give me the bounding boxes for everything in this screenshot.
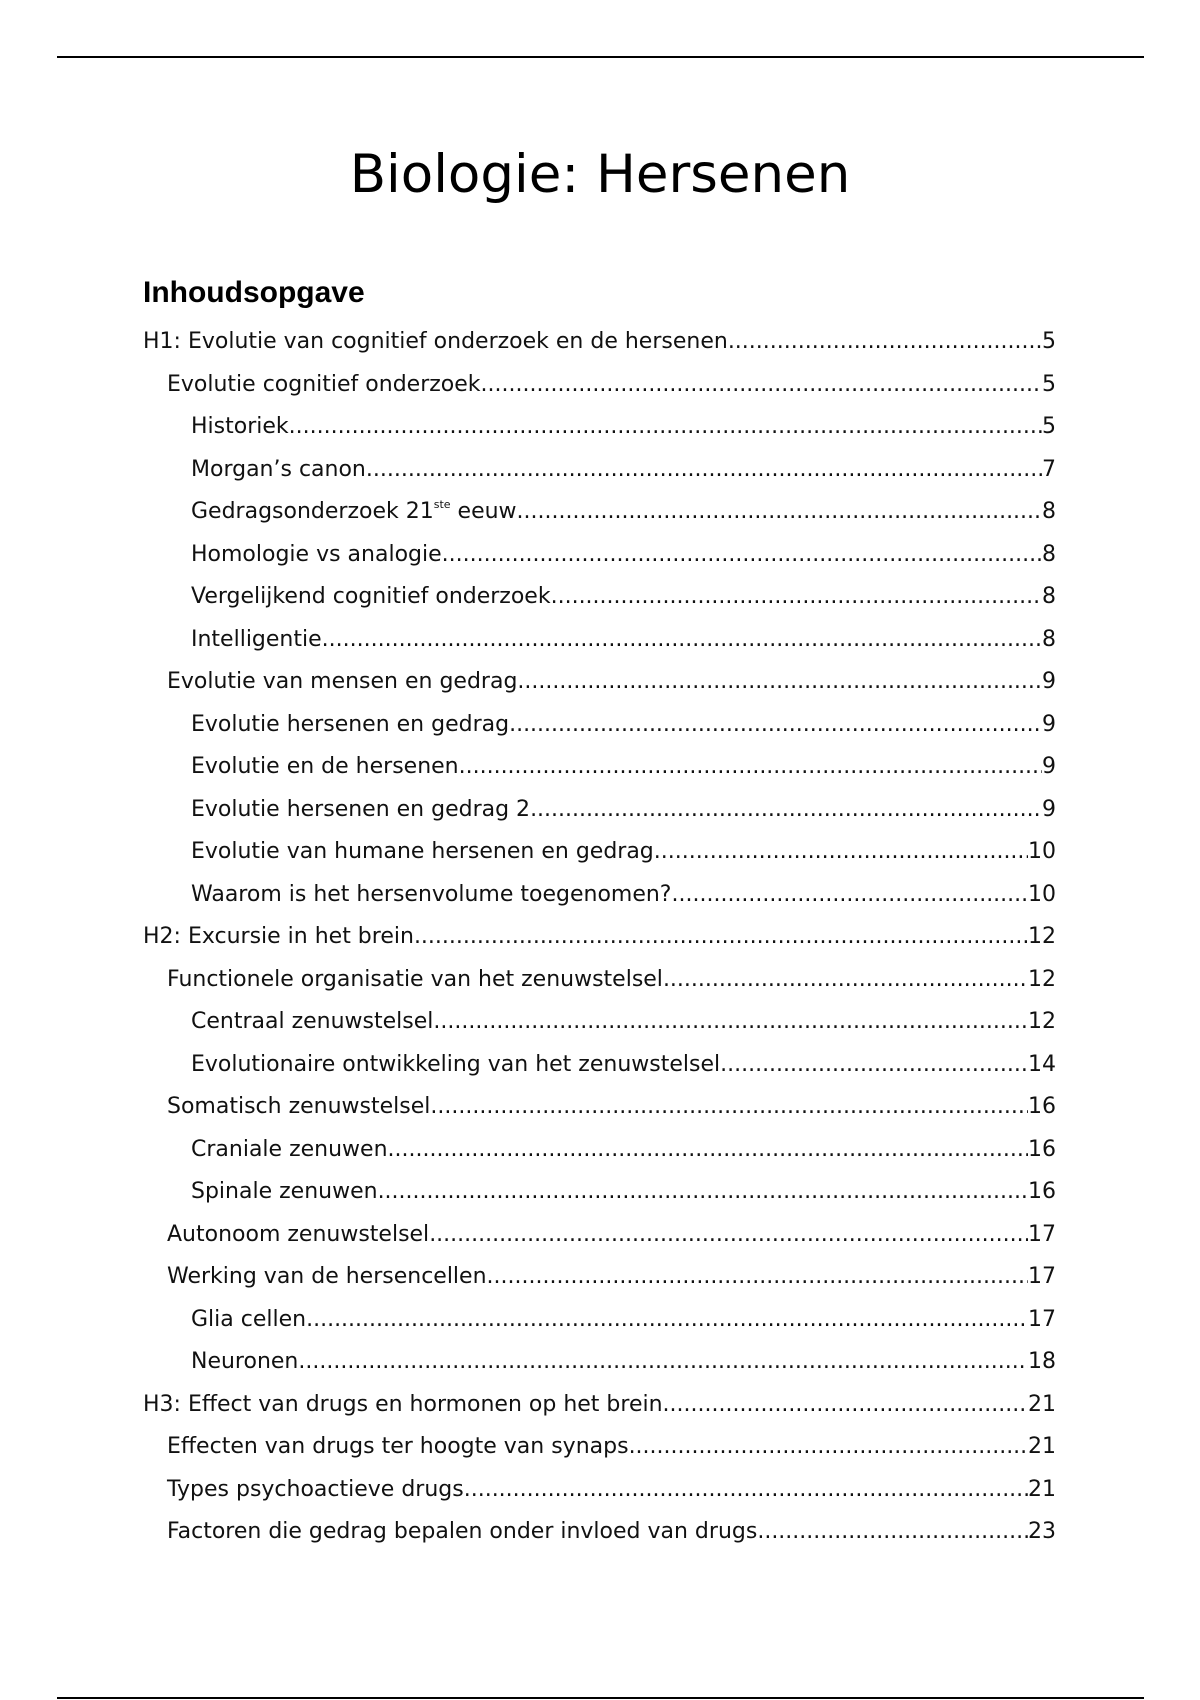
toc-page-number: 10 [1028, 881, 1056, 907]
header-rule [57, 56, 1144, 58]
toc-entry[interactable] [143, 916, 1056, 959]
toc-entry[interactable] [143, 534, 1056, 577]
toc-dot-leader [663, 1384, 1028, 1427]
toc-page-number: 8 [1042, 541, 1056, 567]
toc-entry-title [191, 1299, 306, 1342]
toc-entry-title [191, 1171, 378, 1214]
toc-entry-title [191, 1129, 388, 1172]
toc-entry-title [167, 661, 517, 704]
toc-entry[interactable] [143, 704, 1056, 747]
toc-entry-title [191, 831, 654, 874]
toc-dot-leader [464, 1469, 1028, 1512]
toc-entry-title-text: Waarom is het hersenvolume toegenomen? [191, 881, 672, 907]
toc-entry-title [167, 1511, 757, 1554]
toc-entry[interactable] [143, 1341, 1056, 1384]
toc-entry-title-text: Evolutie van mensen en gedrag [167, 669, 518, 694]
toc-entry-title [167, 364, 481, 407]
toc-page-number: 9 [1042, 669, 1056, 694]
toc-entry[interactable] [143, 1426, 1056, 1469]
toc-entry-title-text: Centraal zenuwstelsel [191, 1009, 434, 1034]
toc-entry[interactable] [143, 449, 1056, 492]
toc-entry[interactable] [143, 1214, 1056, 1257]
toc-page-number: 18 [1028, 1349, 1056, 1374]
toc-entry-title [191, 1341, 298, 1384]
toc-page-number: 21 [1028, 1434, 1056, 1459]
toc-dot-leader [629, 1426, 1028, 1469]
toc-dot-leader [517, 661, 1042, 704]
toc-entry[interactable] [143, 746, 1056, 789]
toc-entry-title [191, 449, 366, 492]
toc-page-number: 9 [1042, 796, 1056, 822]
toc-entry[interactable] [143, 959, 1056, 1002]
toc-entry-title-text: H2: Excursie in het brein [143, 924, 414, 949]
toc-entry-title-text: Evolutionaire ontwikkeling van het zenuwstelsel [191, 1051, 721, 1077]
toc-page-number: 23 [1028, 1519, 1056, 1544]
toc-entry[interactable] [143, 874, 1056, 917]
toc-entry-title-text: Evolutie hersenen en gedrag 2 [191, 796, 531, 822]
toc-dot-leader [517, 491, 1042, 534]
toc-dot-leader [388, 1129, 1028, 1172]
toc-entry-title [167, 1214, 429, 1257]
toc-entry-title-text: H1: Evolutie van cognitief onderzoek en de hersenen [143, 329, 728, 354]
toc-entry[interactable] [143, 364, 1056, 407]
toc-page-number: 9 [1042, 754, 1056, 779]
toc-entry-title-text: Neuronen [191, 1349, 299, 1374]
toc-entry-title-text: Evolutie hersenen en gedrag [191, 711, 510, 737]
toc-page-number: 12 [1028, 966, 1056, 992]
toc-entry[interactable] [143, 1129, 1056, 1172]
toc-entry-title [191, 576, 551, 619]
toc-dot-leader [672, 874, 1029, 917]
toc-entry[interactable] [143, 1384, 1056, 1427]
toc-dot-leader [366, 449, 1042, 492]
toc-dot-leader [298, 1341, 1028, 1384]
toc-entry-title-text: Factoren die gedrag bepalen onder invloed van drugs [167, 1519, 758, 1544]
toc-page-number: 8 [1042, 626, 1056, 652]
toc-entry[interactable] [143, 1001, 1056, 1044]
toc-entry-title [191, 406, 289, 449]
toc-entry-title-text: Evolutie van humane hersenen en gedrag [191, 839, 654, 864]
toc-entry-title-text: Functionele organisatie van het zenuwstelsel [167, 966, 663, 992]
toc-entry-title-text: Intelligentie [191, 626, 322, 652]
toc-entry-title [143, 321, 728, 364]
toc-page-number: 5 [1042, 329, 1056, 354]
toc-entry-title-suffix: eeuw [450, 499, 517, 524]
toc-entry-title-text: Autonoom zenuwstelsel [167, 1221, 430, 1247]
toc-dot-leader [289, 406, 1042, 449]
toc-page-number: 16 [1028, 1179, 1056, 1204]
toc-entry-title-text: H3: Effect van drugs en hormonen op het brein [143, 1391, 663, 1417]
toc-dot-leader [551, 576, 1042, 619]
toc-dot-leader [481, 364, 1042, 407]
toc-dot-leader [378, 1171, 1028, 1214]
toc-dot-leader [530, 789, 1042, 832]
toc-page-number: 17 [1028, 1306, 1056, 1332]
toc-entry-title-text: Evolutie cognitief onderzoek [167, 371, 481, 397]
toc-entry-title-text: Evolutie en de hersenen [191, 754, 459, 779]
document-title: Biologie: Hersenen [349, 144, 851, 205]
toc-entry-title [191, 534, 442, 577]
toc-page-number: 21 [1028, 1476, 1056, 1502]
toc-entry-title [167, 1256, 487, 1299]
toc-page-number: 12 [1028, 1009, 1056, 1034]
toc-page-number: 9 [1042, 711, 1056, 737]
toc-dot-leader [414, 916, 1028, 959]
toc-entry-title-text: Vergelijkend cognitief onderzoek [191, 584, 551, 609]
toc-entry[interactable] [143, 789, 1056, 832]
toc-entry[interactable] [143, 1171, 1056, 1214]
toc-page-number: 10 [1028, 839, 1056, 864]
toc-page-number: 7 [1042, 456, 1056, 482]
toc-entry-title-text: Somatisch zenuwstelsel [167, 1094, 431, 1119]
toc-dot-leader [433, 1001, 1028, 1044]
toc-entry[interactable] [143, 1469, 1056, 1512]
toc-dot-leader [429, 1214, 1028, 1257]
toc-page-number: 16 [1028, 1094, 1056, 1119]
toc-entry-title [191, 1001, 433, 1044]
toc-entry-title-text: Spinale zenuwen [191, 1179, 378, 1204]
toc-dot-leader [654, 831, 1028, 874]
toc-entry-title [167, 959, 663, 1002]
toc-entry-title [167, 1086, 430, 1129]
toc-entry-title-text: Homologie vs analogie [191, 541, 442, 567]
toc-entry[interactable] [143, 619, 1056, 662]
toc-dot-leader [487, 1256, 1028, 1299]
toc-dot-leader [442, 534, 1042, 577]
toc-entry-title-text: Gedragsonderzoek 21 [191, 499, 434, 524]
toc-entry-title-text: Craniale zenuwen [191, 1136, 388, 1162]
footer-rule [57, 1697, 1144, 1699]
toc-entry[interactable] [143, 1299, 1056, 1342]
toc-entry-superscript: ste [433, 498, 451, 511]
toc-page-number: 5 [1042, 414, 1056, 439]
toc-entry[interactable] [143, 321, 1056, 364]
toc-dot-leader [459, 746, 1042, 789]
toc-entry-title-text: Historiek [191, 414, 289, 439]
toc-page-number: 12 [1028, 924, 1056, 949]
toc-entry-title [167, 1469, 464, 1512]
toc-entry-title-text: Morgan’s canon [191, 456, 366, 482]
toc-entry-title [191, 874, 672, 917]
toc-page-number: 16 [1028, 1136, 1056, 1162]
toc-entry[interactable] [143, 1044, 1056, 1087]
toc-page-number: 8 [1042, 499, 1056, 524]
toc-entry-title [191, 619, 322, 662]
toc-entry-title [191, 789, 530, 832]
toc-page-number: 21 [1028, 1391, 1056, 1417]
toc-entry[interactable] [143, 406, 1056, 449]
toc-entry[interactable] [143, 831, 1056, 874]
toc-entry[interactable] [143, 576, 1056, 619]
toc-entry-title-text: Werking van de hersencellen [167, 1264, 487, 1289]
toc-entry-title [143, 1384, 663, 1427]
toc-dot-leader [430, 1086, 1028, 1129]
toc-entry[interactable] [143, 1256, 1056, 1299]
table-of-contents [143, 321, 1056, 1554]
toc-entry[interactable] [143, 661, 1056, 704]
toc-entry-title-text: Types psychoactieve drugs [167, 1476, 464, 1502]
toc-entry-title-text: Glia cellen [191, 1306, 307, 1332]
toc-dot-leader [720, 1044, 1028, 1087]
toc-entry-title [143, 916, 414, 959]
toc-dot-leader [757, 1511, 1028, 1554]
toc-entry-title [167, 1426, 629, 1469]
toc-heading: Inhoudsopgave [143, 276, 365, 309]
toc-entry-title [191, 1044, 720, 1087]
toc-dot-leader [306, 1299, 1028, 1342]
toc-dot-leader [663, 959, 1028, 1002]
toc-entry-title-text: Effecten van drugs ter hoogte van synaps [167, 1434, 629, 1459]
toc-entry-title [191, 704, 509, 747]
toc-page-number: 17 [1028, 1221, 1056, 1247]
toc-page-number: 8 [1042, 584, 1056, 609]
toc-dot-leader [322, 619, 1042, 662]
toc-dot-leader [509, 704, 1042, 747]
toc-entry-title [191, 746, 459, 789]
toc-page-number: 5 [1042, 371, 1056, 397]
toc-page-number: 14 [1028, 1051, 1056, 1077]
toc-dot-leader [728, 321, 1042, 364]
toc-page-number: 17 [1028, 1264, 1056, 1289]
toc-entry[interactable] [143, 1086, 1056, 1129]
toc-entry[interactable] [143, 491, 1056, 534]
toc-entry-title [191, 491, 517, 534]
toc-entry[interactable] [143, 1511, 1056, 1554]
